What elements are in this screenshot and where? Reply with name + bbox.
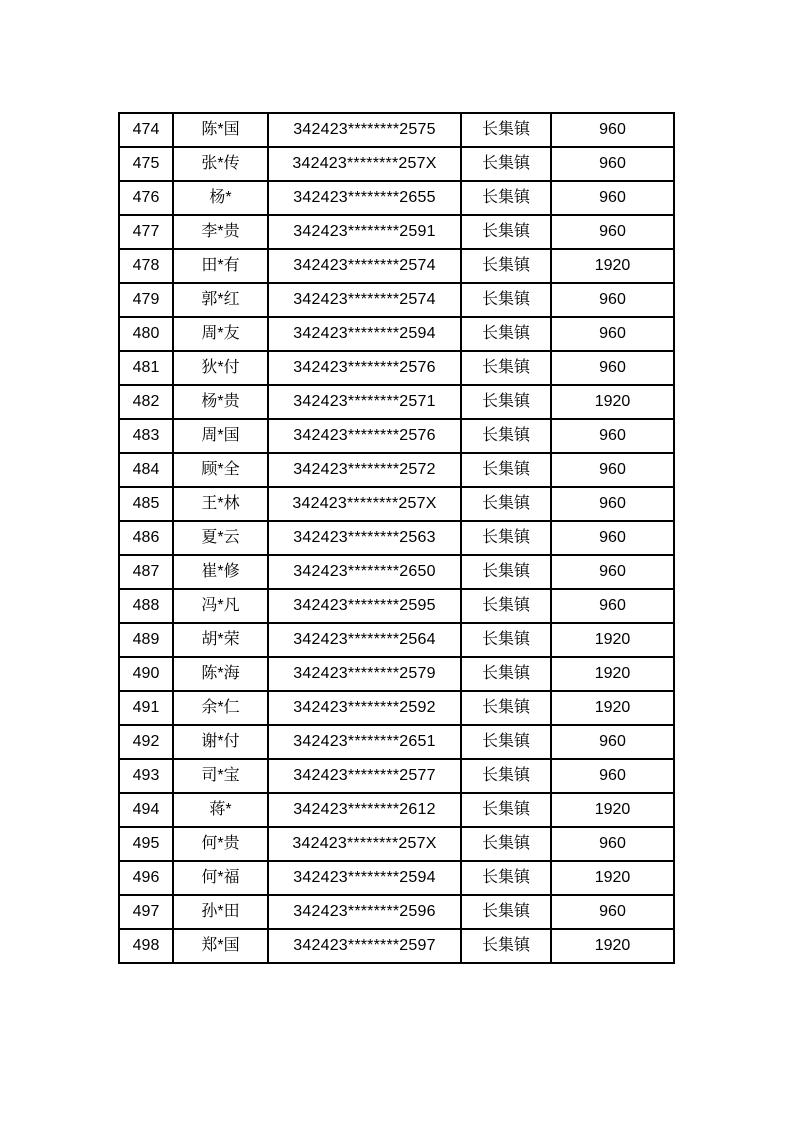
id-number-cell: 342423********2574 — [268, 249, 461, 283]
table-row — [119, 147, 674, 181]
table-row — [119, 215, 674, 249]
name-cell: 郭*红 — [173, 283, 268, 317]
amount-cell: 1920 — [551, 793, 674, 827]
table-row — [119, 283, 674, 317]
town-cell: 长集镇 — [461, 861, 551, 895]
table-row — [119, 861, 674, 895]
row-number-cell: 494 — [119, 793, 173, 827]
id-number-cell: 342423********2655 — [268, 181, 461, 215]
row-number-cell: 496 — [119, 861, 173, 895]
id-number-cell: 342423********2576 — [268, 351, 461, 385]
beneficiary-table — [118, 112, 675, 964]
id-number-cell: 342423********2650 — [268, 555, 461, 589]
amount-cell: 960 — [551, 147, 674, 181]
name-cell: 周*友 — [173, 317, 268, 351]
name-cell: 胡*荣 — [173, 623, 268, 657]
row-number-cell: 477 — [119, 215, 173, 249]
table-row — [119, 589, 674, 623]
name-cell: 狄*付 — [173, 351, 268, 385]
row-number-cell: 493 — [119, 759, 173, 793]
town-cell: 长集镇 — [461, 759, 551, 793]
amount-cell: 960 — [551, 283, 674, 317]
amount-cell: 1920 — [551, 385, 674, 419]
town-cell: 长集镇 — [461, 419, 551, 453]
table-row — [119, 453, 674, 487]
row-number-cell: 498 — [119, 929, 173, 963]
name-cell: 冯*凡 — [173, 589, 268, 623]
amount-cell: 960 — [551, 215, 674, 249]
row-number-cell: 479 — [119, 283, 173, 317]
amount-cell: 1920 — [551, 929, 674, 963]
name-cell: 谢*付 — [173, 725, 268, 759]
amount-cell: 960 — [551, 351, 674, 385]
id-number-cell: 342423********2595 — [268, 589, 461, 623]
town-cell: 长集镇 — [461, 929, 551, 963]
name-cell: 陈*国 — [173, 113, 268, 147]
name-cell: 李*贵 — [173, 215, 268, 249]
town-cell: 长集镇 — [461, 113, 551, 147]
id-number-cell: 342423********2594 — [268, 861, 461, 895]
id-number-cell: 342423********257X — [268, 487, 461, 521]
table-row — [119, 385, 674, 419]
row-number-cell: 487 — [119, 555, 173, 589]
id-number-cell: 342423********257X — [268, 147, 461, 181]
table-row — [119, 895, 674, 929]
name-cell: 杨* — [173, 181, 268, 215]
id-number-cell: 342423********257X — [268, 827, 461, 861]
amount-cell: 960 — [551, 589, 674, 623]
id-number-cell: 342423********2574 — [268, 283, 461, 317]
amount-cell: 1920 — [551, 249, 674, 283]
town-cell: 长集镇 — [461, 487, 551, 521]
name-cell: 王*林 — [173, 487, 268, 521]
amount-cell: 960 — [551, 453, 674, 487]
id-number-cell: 342423********2576 — [268, 419, 461, 453]
row-number-cell: 490 — [119, 657, 173, 691]
amount-cell: 960 — [551, 759, 674, 793]
amount-cell: 1920 — [551, 861, 674, 895]
town-cell: 长集镇 — [461, 283, 551, 317]
town-cell: 长集镇 — [461, 793, 551, 827]
id-number-cell: 342423********2612 — [268, 793, 461, 827]
town-cell: 长集镇 — [461, 147, 551, 181]
row-number-cell: 484 — [119, 453, 173, 487]
row-number-cell: 478 — [119, 249, 173, 283]
name-cell: 杨*贵 — [173, 385, 268, 419]
id-number-cell: 342423********2563 — [268, 521, 461, 555]
name-cell: 司*宝 — [173, 759, 268, 793]
table-row — [119, 181, 674, 215]
name-cell: 郑*国 — [173, 929, 268, 963]
town-cell: 长集镇 — [461, 725, 551, 759]
amount-cell: 960 — [551, 725, 674, 759]
id-number-cell: 342423********2564 — [268, 623, 461, 657]
table-row — [119, 657, 674, 691]
row-number-cell: 495 — [119, 827, 173, 861]
table-row — [119, 249, 674, 283]
amount-cell: 960 — [551, 419, 674, 453]
id-number-cell: 342423********2579 — [268, 657, 461, 691]
amount-cell: 960 — [551, 487, 674, 521]
name-cell: 顾*全 — [173, 453, 268, 487]
town-cell: 长集镇 — [461, 351, 551, 385]
row-number-cell: 485 — [119, 487, 173, 521]
table-row — [119, 691, 674, 725]
name-cell: 周*国 — [173, 419, 268, 453]
town-cell: 长集镇 — [461, 317, 551, 351]
name-cell: 何*福 — [173, 861, 268, 895]
table-row — [119, 487, 674, 521]
row-number-cell: 483 — [119, 419, 173, 453]
id-number-cell: 342423********2572 — [268, 453, 461, 487]
id-number-cell: 342423********2577 — [268, 759, 461, 793]
row-number-cell: 491 — [119, 691, 173, 725]
row-number-cell: 492 — [119, 725, 173, 759]
table-row — [119, 623, 674, 657]
row-number-cell: 480 — [119, 317, 173, 351]
town-cell: 长集镇 — [461, 555, 551, 589]
amount-cell: 960 — [551, 317, 674, 351]
amount-cell: 960 — [551, 895, 674, 929]
table-row — [119, 759, 674, 793]
row-number-cell: 482 — [119, 385, 173, 419]
id-number-cell: 342423********2592 — [268, 691, 461, 725]
id-number-cell: 342423********2651 — [268, 725, 461, 759]
id-number-cell: 342423********2594 — [268, 317, 461, 351]
town-cell: 长集镇 — [461, 453, 551, 487]
town-cell: 长集镇 — [461, 589, 551, 623]
amount-cell: 1920 — [551, 623, 674, 657]
amount-cell: 960 — [551, 827, 674, 861]
row-number-cell: 475 — [119, 147, 173, 181]
amount-cell: 1920 — [551, 691, 674, 725]
name-cell: 张*传 — [173, 147, 268, 181]
name-cell: 蒋* — [173, 793, 268, 827]
amount-cell: 960 — [551, 181, 674, 215]
row-number-cell: 489 — [119, 623, 173, 657]
table-row — [119, 555, 674, 589]
row-number-cell: 481 — [119, 351, 173, 385]
row-number-cell: 486 — [119, 521, 173, 555]
name-cell: 田*有 — [173, 249, 268, 283]
table-row — [119, 419, 674, 453]
town-cell: 长集镇 — [461, 691, 551, 725]
town-cell: 长集镇 — [461, 215, 551, 249]
id-number-cell: 342423********2591 — [268, 215, 461, 249]
town-cell: 长集镇 — [461, 657, 551, 691]
id-number-cell: 342423********2596 — [268, 895, 461, 929]
name-cell: 崔*修 — [173, 555, 268, 589]
id-number-cell: 342423********2597 — [268, 929, 461, 963]
table-row — [119, 113, 674, 147]
table-row — [119, 827, 674, 861]
name-cell: 余*仁 — [173, 691, 268, 725]
table-body — [119, 113, 674, 963]
amount-cell: 1920 — [551, 657, 674, 691]
amount-cell: 960 — [551, 555, 674, 589]
row-number-cell: 476 — [119, 181, 173, 215]
town-cell: 长集镇 — [461, 385, 551, 419]
table-row — [119, 929, 674, 963]
table-row — [119, 725, 674, 759]
id-number-cell: 342423********2571 — [268, 385, 461, 419]
name-cell: 陈*海 — [173, 657, 268, 691]
amount-cell: 960 — [551, 521, 674, 555]
table-row — [119, 351, 674, 385]
table-row — [119, 793, 674, 827]
town-cell: 长集镇 — [461, 521, 551, 555]
town-cell: 长集镇 — [461, 181, 551, 215]
name-cell: 何*贵 — [173, 827, 268, 861]
amount-cell: 960 — [551, 113, 674, 147]
row-number-cell: 488 — [119, 589, 173, 623]
row-number-cell: 497 — [119, 895, 173, 929]
table-row — [119, 317, 674, 351]
town-cell: 长集镇 — [461, 623, 551, 657]
table-row — [119, 521, 674, 555]
town-cell: 长集镇 — [461, 249, 551, 283]
town-cell: 长集镇 — [461, 827, 551, 861]
town-cell: 长集镇 — [461, 895, 551, 929]
name-cell: 孙*田 — [173, 895, 268, 929]
name-cell: 夏*云 — [173, 521, 268, 555]
row-number-cell: 474 — [119, 113, 173, 147]
id-number-cell: 342423********2575 — [268, 113, 461, 147]
